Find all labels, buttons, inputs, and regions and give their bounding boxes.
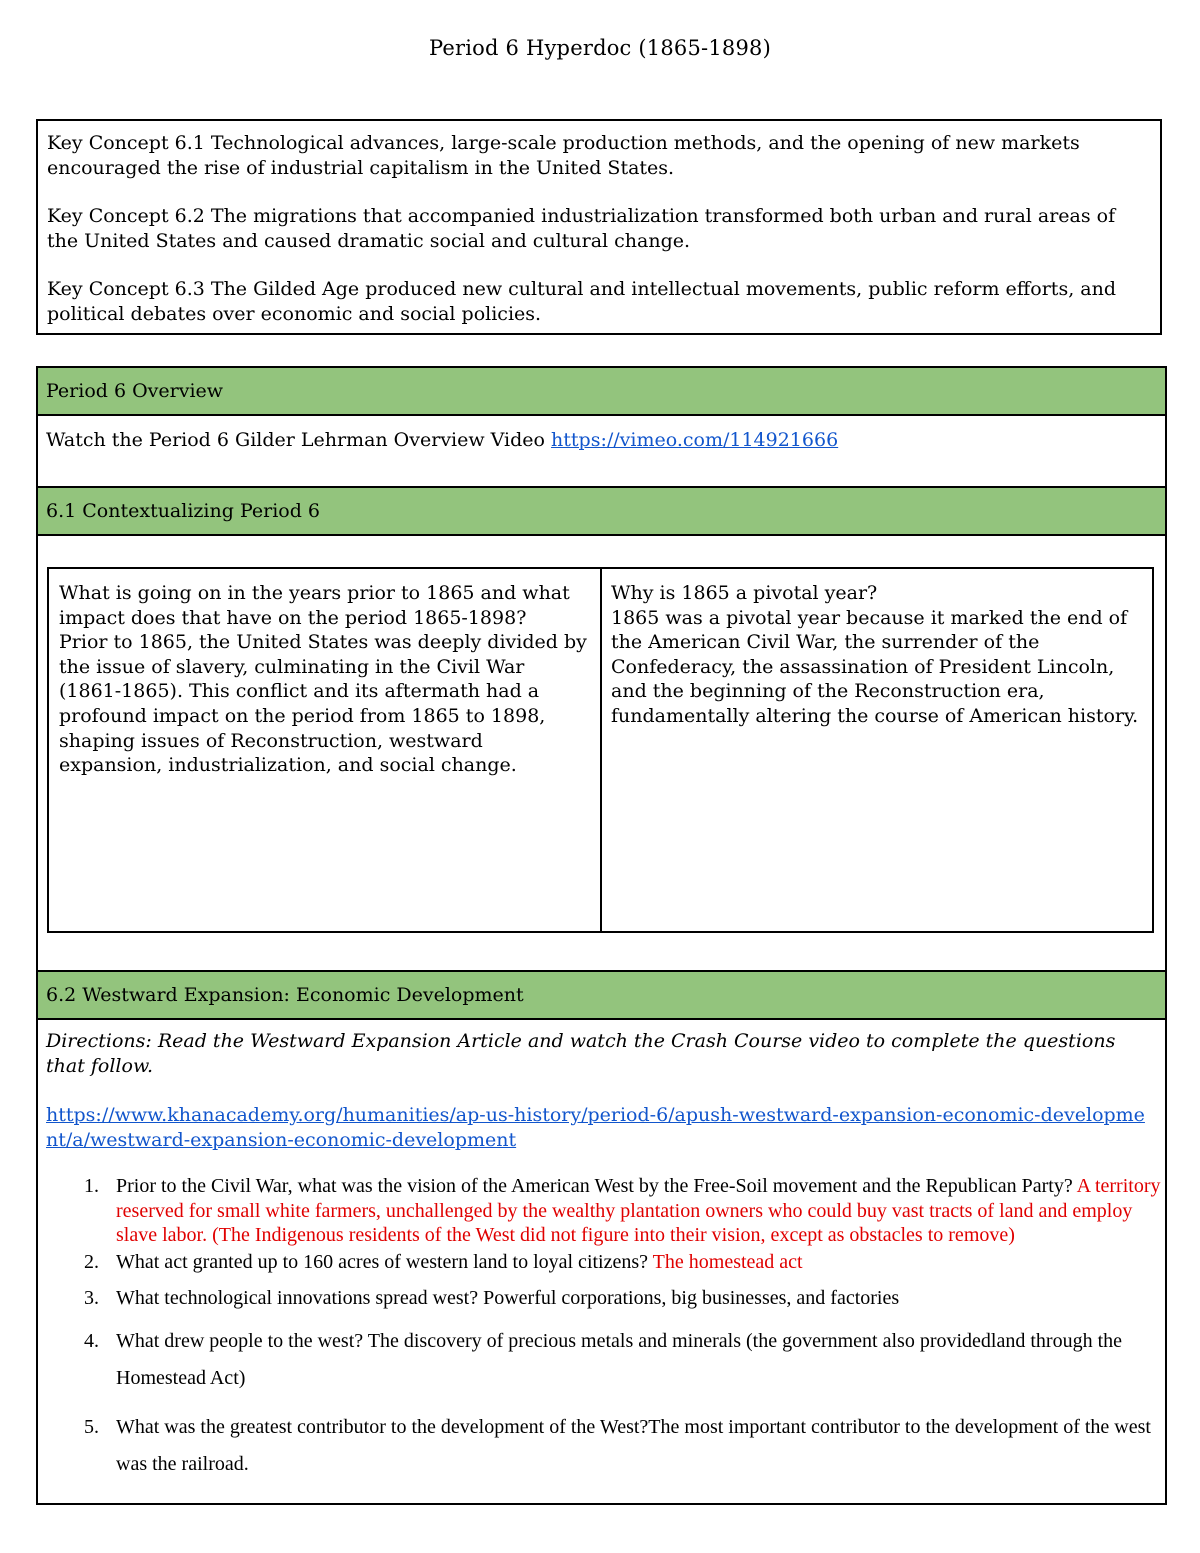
contextualizing-header-label: 6.1 Contextualizing Period 6 (46, 500, 321, 522)
pivotal-year-answer: 1865 was a pivotal year because it marked the end of the American Civil War, the surrender of the Confederacy, the assassination of President Lincoln, and the beginning of the Reconstruction era, fundamentally altering the course of American history. (611, 606, 1139, 727)
answer-text: The discovery of precious metals and minerals (the government also providedland through the Homestead Act) (116, 1329, 1123, 1389)
overview-header (38, 368, 1165, 416)
overview-video-link[interactable]: https://vimeo.com/114921666 (551, 429, 839, 451)
key-concept-6-2: Key Concept 6.2 The migrations that accompanied industrialization transformed both urban and rural areas of the United States and caused dramatic social and cultural change. (47, 205, 1116, 252)
list-item (84, 1174, 1163, 1248)
overview-watch-text: Watch the Period 6 Gilder Lehrman Overview Video (46, 429, 552, 451)
question-number: 2. (84, 1250, 99, 1273)
question-text: What was the greatest contributor to the development of the West? (116, 1415, 649, 1438)
westward-questions (38, 1174, 1163, 1483)
list-item (84, 1409, 1163, 1483)
westward-header-label: 6.2 Westward Expansion: Economic Development (46, 984, 524, 1006)
hyperdoc-table (36, 366, 1167, 1505)
overview-row (46, 428, 1155, 453)
question-number: 1. (84, 1175, 99, 1197)
key-concept-6-3: Key Concept 6.3 The Gilded Age produced new cultural and intellectual movements, public reform efforts, and political debates over economic and social policies. (47, 278, 1117, 325)
pivotal-year-cell (602, 569, 1152, 931)
list-item (84, 1250, 1163, 1275)
westward-header (38, 970, 1165, 1020)
question-text: What act granted up to 160 acres of western land to loyal citizens? (116, 1250, 653, 1273)
list-item (84, 1286, 1163, 1311)
prior-1865-answer: Prior to 1865, the United States was deeply divided by the issue of slavery, culminating in the Civil War (1861-1865). This conflict and its aftermath had a profound impact on the period from 1865 to 1898, shaping issues of Reconstruction, westward expansion, industrialization, and social change. (59, 631, 587, 777)
list-item (84, 1323, 1163, 1397)
article-link-row (46, 1103, 1155, 1153)
answer-text: The most important contributor to the development of the west was the railroad. (116, 1415, 1151, 1475)
page-title: Period 6 Hyperdoc (1865-1898) (429, 36, 771, 60)
contextualizing-header (38, 486, 1165, 536)
westward-directions: Directions: Read the Westward Expansion Article and watch the Crash Course video to complete the questions that follow. (46, 1030, 1116, 1077)
answer-text: The homestead act (652, 1250, 803, 1273)
key-concepts-box (36, 119, 1162, 335)
answer-text: Powerful corporations, big businesses, and factories (483, 1287, 900, 1310)
question-number: 3. (84, 1287, 99, 1310)
answer-text: A territory reserved for small white farmers, unchallenged by the wealthy plantation owners who could buy vast tracts of land and employ slave labor. (The Indigenous residents of the West did not figure into their vision, except as obstacles to remove) (116, 1175, 1161, 1247)
pivotal-year-question: Why is 1865 a pivotal year? (611, 582, 878, 604)
question-text: Prior to the Civil War, what was the vision of the American West by the Free-Soil movement and the Republican Party? (116, 1175, 1077, 1197)
question-text: What drew people to the west? (116, 1329, 368, 1352)
key-concept-6-1: Key Concept 6.1 Technological advances, large-scale production methods, and the opening of new markets encouraged the rise of industrial capitalism in the United States. (47, 132, 1080, 179)
prior-1865-question: What is going on in the years prior to 1865 and what impact does that have on the period 1865-1898? (59, 582, 570, 629)
contextualizing-table (47, 567, 1154, 933)
question-text: What technological innovations spread west? (116, 1287, 484, 1310)
question-number: 4. (84, 1329, 99, 1352)
prior-1865-cell (49, 569, 602, 931)
question-number: 5. (84, 1415, 99, 1438)
overview-header-label: Period 6 Overview (46, 380, 224, 402)
westward-article-link[interactable]: https://www.khanacademy.org/humanities/ap-us-history/period-6/apush-westward-expansion-economic-development/a/westward-expansion-economic-development (46, 1104, 1145, 1151)
